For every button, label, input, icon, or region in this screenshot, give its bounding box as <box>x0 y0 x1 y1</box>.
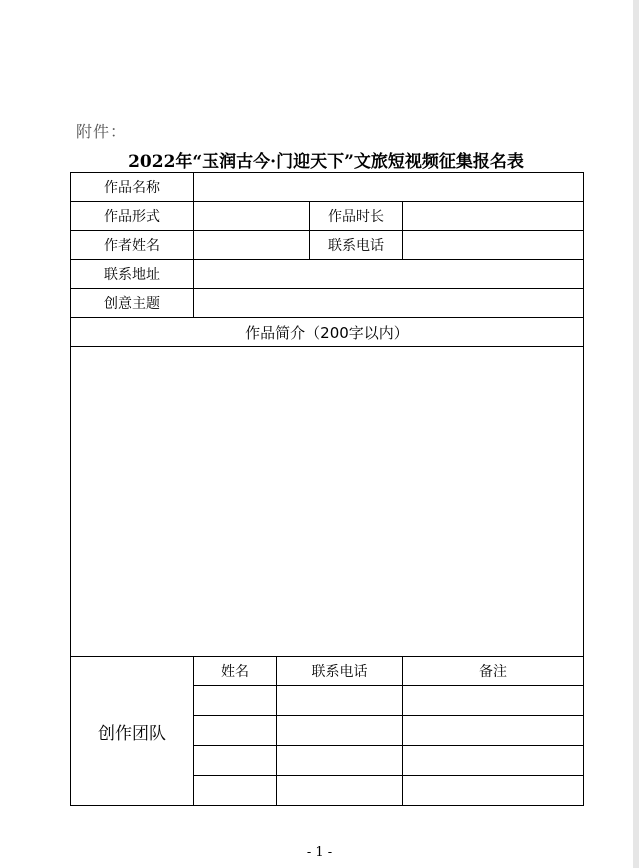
label-author-name: 作者姓名 <box>71 231 194 260</box>
label-work-duration: 作品时长 <box>310 202 403 231</box>
team-phone-cell[interactable] <box>277 746 403 776</box>
input-work-duration[interactable] <box>403 202 584 231</box>
page-edge-shadow <box>633 0 639 868</box>
team-col-name: 姓名 <box>194 657 277 686</box>
input-contact-phone[interactable] <box>403 231 584 260</box>
attachment-label: 附件： <box>76 122 128 141</box>
summary-header: 作品简介（200字以内） <box>71 318 584 347</box>
input-work-name[interactable] <box>194 173 584 202</box>
label-work-form: 作品形式 <box>71 202 194 231</box>
row-summary-body <box>71 347 584 657</box>
label-contact-phone: 联系电话 <box>310 231 403 260</box>
team-name-cell[interactable] <box>194 716 277 746</box>
row-work-form <box>71 202 584 231</box>
team-phone-cell[interactable] <box>277 716 403 746</box>
team-label: 创作团队 <box>71 657 194 806</box>
team-col-phone: 联系电话 <box>277 657 403 686</box>
team-col-remark: 备注 <box>403 657 584 686</box>
page-number: - 1 - <box>306 845 333 860</box>
team-remark-cell[interactable] <box>403 686 584 716</box>
registration-form-table <box>70 172 584 806</box>
input-author-name[interactable] <box>194 231 310 260</box>
team-name-cell[interactable] <box>194 686 277 716</box>
team-name-cell[interactable] <box>194 776 277 806</box>
row-work-name <box>71 173 584 202</box>
team-remark-cell[interactable] <box>403 716 584 746</box>
row-address <box>71 260 584 289</box>
input-creative-theme[interactable] <box>194 289 584 318</box>
row-team-header <box>71 657 584 686</box>
row-summary-header <box>71 318 584 347</box>
row-theme <box>71 289 584 318</box>
team-remark-cell[interactable] <box>403 746 584 776</box>
form-title: 2022年“玉润古今·门迎天下”文旅短视频征集报名表 <box>128 152 524 172</box>
input-contact-address[interactable] <box>194 260 584 289</box>
label-contact-address: 联系地址 <box>71 260 194 289</box>
team-remark-cell[interactable] <box>403 776 584 806</box>
label-work-name: 作品名称 <box>71 173 194 202</box>
label-creative-theme: 创意主题 <box>71 289 194 318</box>
team-name-cell[interactable] <box>194 746 277 776</box>
input-work-form[interactable] <box>194 202 310 231</box>
row-author <box>71 231 584 260</box>
summary-textarea[interactable] <box>71 347 584 657</box>
team-phone-cell[interactable] <box>277 686 403 716</box>
team-phone-cell[interactable] <box>277 776 403 806</box>
